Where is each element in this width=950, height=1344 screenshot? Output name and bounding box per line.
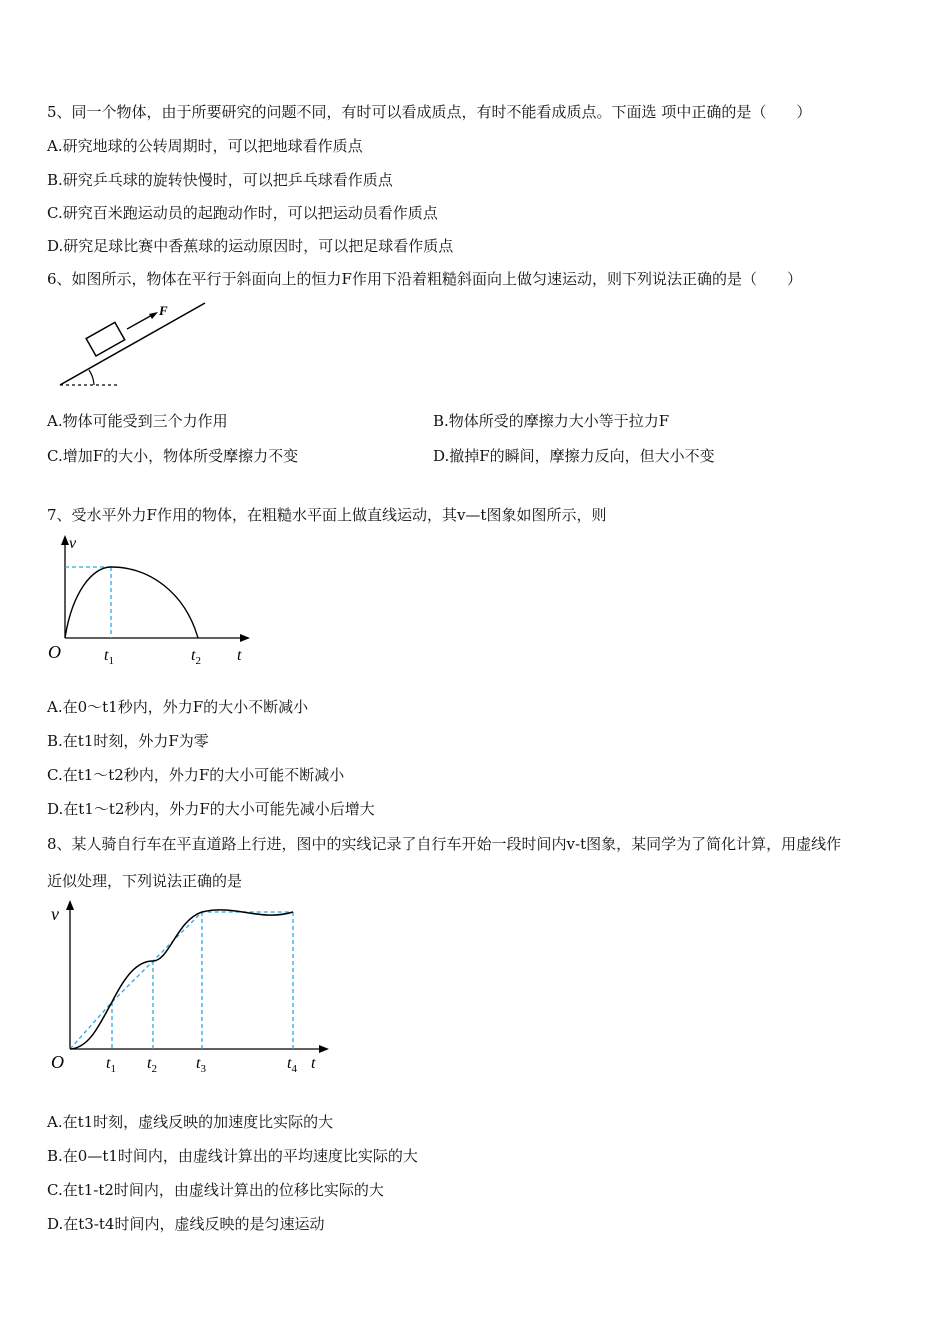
- q5-option-b: B.研究乒乓球的旋转快慢时，可以把乒乓球看作质点: [47, 171, 393, 189]
- force-arrowhead: [149, 312, 158, 319]
- q8-vt-graph: [45, 898, 335, 1078]
- q8-t3-label: $t_3$: [196, 1055, 206, 1075]
- q7-curve: [65, 567, 198, 638]
- q5-option-d: D.研究足球比赛中香蕉球的运动原因时，可以把足球看作质点: [47, 237, 454, 255]
- q6-incline-figure: [55, 298, 215, 390]
- q7-v-label: v: [69, 535, 77, 552]
- q7-t-label: t: [237, 647, 242, 664]
- q8-stem-line2: 近似处理，下列说法正确的是: [47, 872, 243, 890]
- q8-t4-label: $t_4$: [287, 1055, 297, 1075]
- q7-y-arrow: [61, 535, 69, 545]
- incline-slope: [60, 303, 205, 385]
- q6-option-c: C.增加F的大小，物体所受摩擦力不变: [47, 447, 299, 465]
- q8-v-label: v: [51, 904, 59, 924]
- q8-y-arrow: [66, 900, 74, 910]
- q7-origin-label: O: [48, 642, 61, 662]
- q7-t1-label: $t_1$: [104, 647, 114, 667]
- force-label: F: [159, 303, 168, 318]
- q7-option-c: C.在t1～t2秒内，外力F的大小可能不断减小: [47, 766, 345, 784]
- q8-approx-dashed: [70, 912, 293, 1049]
- q7-option-b: B.在t1时刻，外力F为零: [47, 732, 209, 750]
- q7-option-d: D.在t1～t2秒内，外力F的大小可能先减小后增大: [47, 800, 375, 818]
- q6-stem: 6、如图所示，物体在平行于斜面向上的恒力F作用下沿着粗糙斜面向上做匀速运动，则下列说法正确的是（ ）: [47, 270, 802, 288]
- q5-option-c: C.研究百米跑运动员的起跑动作时，可以把运动员看作质点: [47, 204, 438, 222]
- q7-option-a: A.在0～t1秒内，外力F的大小不断减小: [47, 698, 309, 716]
- q5-option-a: A.研究地球的公转周期时，可以把地球看作质点: [47, 137, 363, 155]
- force-arrow: [127, 314, 154, 329]
- q8-origin-label: O: [51, 1052, 64, 1072]
- q8-option-c: C.在t1-t2时间内，由虚线计算出的位移比实际的大: [47, 1181, 384, 1199]
- q8-stem-line1: 8、某人骑自行车在平直道路上行进，图中的实线记录了自行车开始一段时间内v-t图象，某同学为了简化计算，用虚线作: [47, 835, 842, 853]
- q8-option-d: D.在t3-t4时间内，虚线反映的是匀速运动: [47, 1215, 325, 1233]
- q8-t2-label: $t_2$: [147, 1055, 157, 1075]
- q8-t1-label: $t_1$: [106, 1055, 116, 1075]
- q5-stem: 5、同一个物体，由于所要研究的问题不同，有时可以看成质点，有时不能看成质点。下面选 项中正确的是（ ）: [47, 103, 812, 121]
- q7-stem: 7、受水平外力F作用的物体，在粗糙水平面上做直线运动，其v—t图象如图所示，则: [47, 506, 607, 524]
- q6-option-a: A.物体可能受到三个力作用: [47, 412, 228, 430]
- q8-option-a: A.在t1时刻，虚线反映的加速度比实际的大: [47, 1113, 334, 1131]
- q7-t2-label: $t_2$: [191, 647, 201, 667]
- q8-option-b: B.在0—t1时间内，由虚线计算出的平均速度比实际的大: [47, 1147, 418, 1165]
- incline-angle-arc: [89, 370, 94, 385]
- q7-x-arrow: [240, 634, 250, 642]
- q8-actual-curve: [70, 910, 293, 1049]
- q8-t-label: t: [311, 1055, 316, 1072]
- q6-option-d: D.撤掉F的瞬间，摩擦力反向，但大小不变: [433, 447, 715, 465]
- q7-vt-graph: [40, 533, 260, 668]
- q8-x-arrow: [319, 1045, 329, 1053]
- q6-option-b: B.物体所受的摩擦力大小等于拉力F: [433, 412, 670, 430]
